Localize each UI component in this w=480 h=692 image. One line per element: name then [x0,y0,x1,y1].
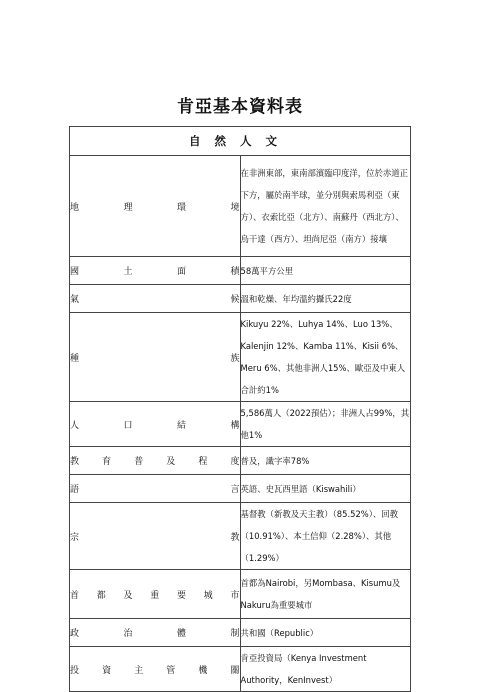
row-label [70,285,241,313]
label-char: 宗 [70,532,80,543]
row-label-text [70,626,240,639]
label-char: 教 [70,457,80,467]
table-row [70,285,411,313]
label-char: 市 [230,590,240,601]
label-char: 教 [230,532,240,543]
row-value: 肯亞投資局（Kenya Investment Authority，KenInvest） [240,647,411,692]
row-label-text [70,292,240,305]
label-char: 語 [70,485,80,495]
row-label [70,570,241,619]
label-char: 種 [70,353,80,364]
label-char: 重 [150,590,160,601]
label-char: 資 [102,665,112,676]
label-char: 制 [230,629,240,639]
table-row [70,156,411,257]
label-char: 政 [70,629,80,639]
row-value: 普及，識字率78% [240,447,411,475]
label-char: 要 [176,590,186,601]
label-char: 積 [230,267,240,277]
label-char: 環 [176,202,186,213]
label-char: 氣 [70,295,80,305]
label-char: 體 [176,629,186,639]
row-label [70,402,241,447]
label-char: 結 [176,420,186,431]
label-char: 普 [134,457,144,467]
row-label [70,619,241,647]
label-char: 境 [230,202,240,213]
row-value: 基督教（新教及天主教）（85.52%）、回教（10.91%）、本土信仰（2.28%）、其他（1.29%） [240,503,411,570]
row-label [70,475,241,503]
table-row [70,647,411,692]
row-value: 5,586萬人（2022預估）；非洲人占99%，其他1% [240,402,411,447]
row-label-text [70,351,240,364]
table-row [70,402,411,447]
row-label-text [70,482,240,495]
label-char: 國 [70,267,80,277]
label-char: 面 [176,267,186,277]
row-value: 溫和乾燥、年均溫約攝氏22度 [240,285,411,313]
page-title: 肯亞基本資料表 [177,97,303,117]
row-label-text [70,418,240,431]
label-char: 人 [70,420,80,431]
label-char: 及 [166,457,176,467]
info-table [69,126,411,692]
row-value: 首都為Nairobi，另Mombasa、Kisumu及Nakuru為重要城市 [240,570,411,619]
label-char: 構 [230,420,240,431]
row-label [70,647,241,692]
row-label-text [70,264,240,277]
table-row [70,570,411,619]
row-value: Kikuyu 22%、Luhya 14%、Luo 13%、Kalenjin 12%、Kamba 11%、Kisii 6%、Meru 6%、其他非洲人15%、歐亞及中東人合計約1% [240,313,411,402]
label-char: 主 [134,665,144,676]
label-char: 關 [230,665,240,676]
row-label-text [70,663,240,676]
section-header: 自然人文 [70,127,411,156]
table-row [70,257,411,285]
label-char: 投 [70,665,80,676]
label-char: 理 [123,202,133,213]
row-value: 在非洲東部，東南部濱臨印度洋，位於赤道正下方，屬於南半球，並分別與索馬利亞（東方）、衣索比亞（北方）、南蘇丹（西北方）、烏干達（西方）、坦尚尼亞（南方）接壤 [240,156,411,257]
label-char: 口 [123,420,133,431]
label-char: 都 [96,590,106,601]
row-label-text [70,530,240,543]
row-label [70,156,241,257]
row-label [70,503,241,570]
label-char: 候 [230,295,240,305]
row-label [70,257,241,285]
label-char: 族 [230,353,240,364]
table-row [70,619,411,647]
row-label [70,447,241,475]
label-char: 言 [230,485,240,495]
section-header-row [70,127,411,156]
label-char: 城 [203,590,213,601]
label-char: 地 [70,202,80,213]
table-row [70,503,411,570]
row-value: 共和國（Republic） [240,619,411,647]
label-char: 機 [198,665,208,676]
row-label [70,313,241,402]
row-label-text [70,200,240,213]
row-value: 英語、史瓦西里語（Kiswahili） [240,475,411,503]
label-char: 管 [166,665,176,676]
table-row [70,475,411,503]
label-char: 育 [102,457,112,467]
label-char: 治 [123,629,133,639]
row-value: 58萬平方公里 [240,257,411,285]
row-label-text [70,454,240,467]
label-char: 及 [123,590,133,601]
table-row [70,447,411,475]
label-char: 度 [230,457,240,467]
label-char: 首 [70,590,80,601]
row-label-text [70,588,240,601]
table-row [70,313,411,402]
label-char: 土 [123,267,133,277]
label-char: 程 [198,457,208,467]
